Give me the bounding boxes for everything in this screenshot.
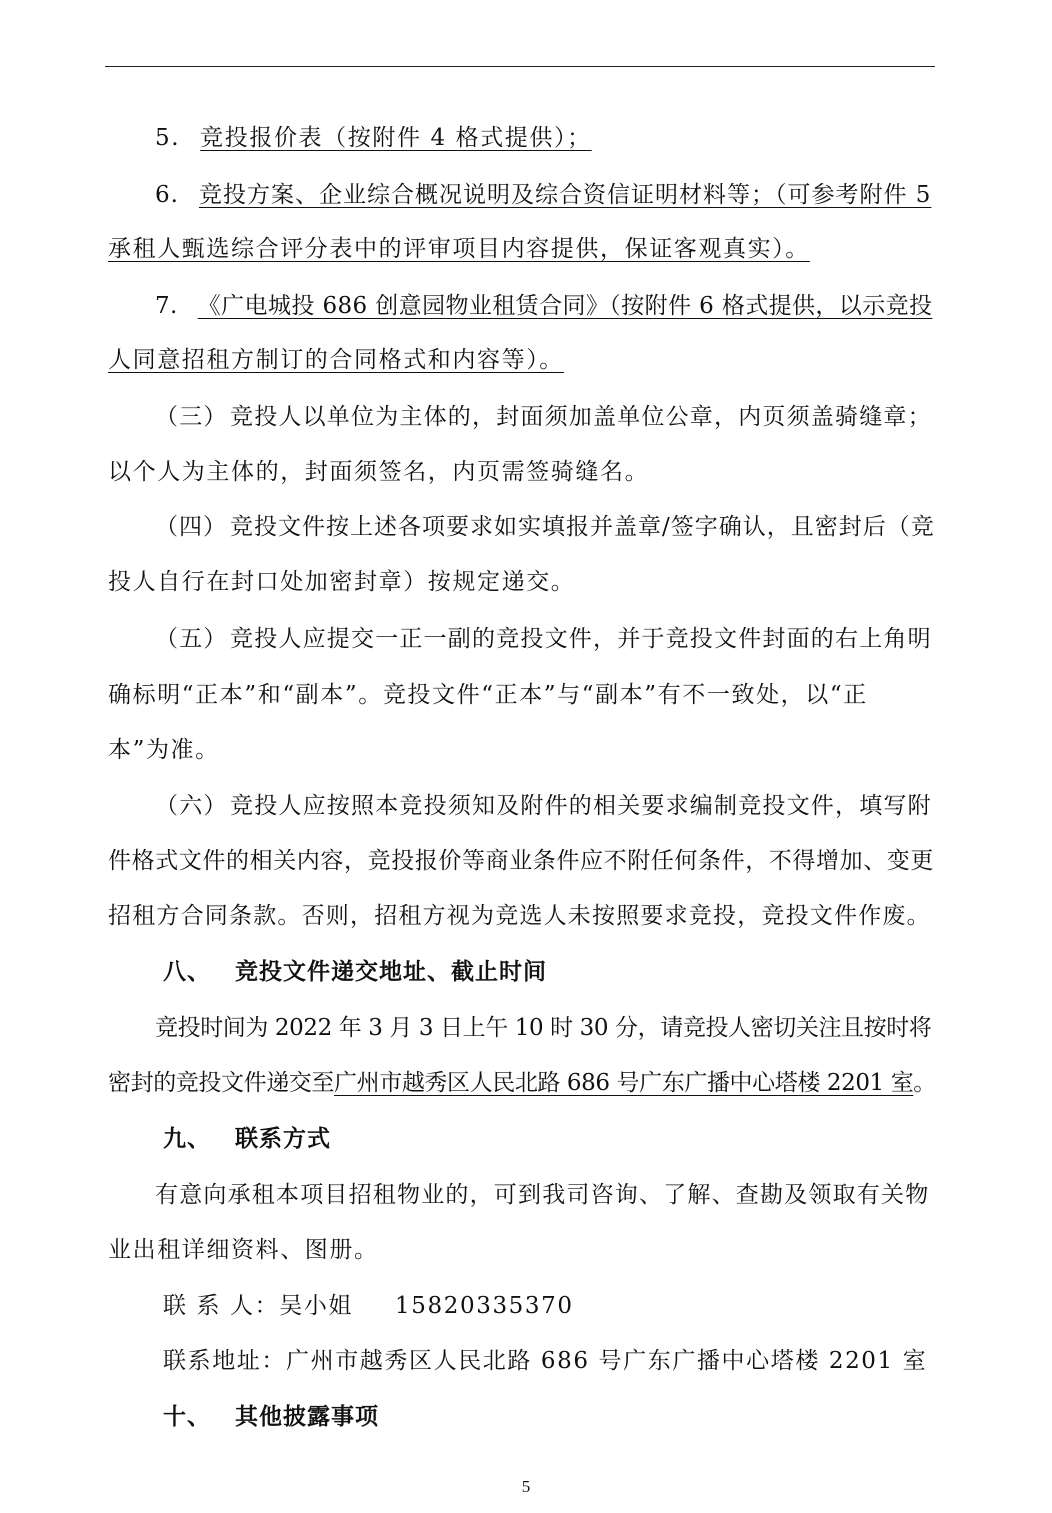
item-7-text-a: 《广电城投 686 创意园物业租赁合同》（按附件 6 格式提供，以示竞投 — [197, 293, 933, 319]
header-rule — [105, 66, 935, 67]
item-7-line-2 — [108, 345, 936, 375]
section-9-heading — [163, 1124, 331, 1154]
section-8-heading — [163, 957, 547, 987]
page-number: 5 — [521, 1477, 531, 1496]
item-6-line-1 — [155, 180, 935, 210]
para-5-label: （五） — [155, 626, 228, 652]
para-6-label: （六） — [155, 793, 228, 819]
contact-person-row — [163, 1291, 943, 1321]
section-8-prefix: 密封的竞投文件递交至 — [108, 1070, 335, 1096]
para-6-line-3: 招租方合同条款。否则，招租方视为竞选人未按照要求竞投，竞投文件作废。 — [108, 903, 931, 929]
para-3-line-2: 以个人为主体的，封面须签名，内页需签骑缝名。 — [108, 459, 650, 485]
section-8-title: 竞投文件递交地址、截止时间 — [235, 959, 547, 985]
para-3-line-1 — [155, 402, 935, 432]
section-9-number: 九、 — [163, 1126, 211, 1152]
para-6-line-1 — [155, 791, 935, 821]
item-6-text-b: 承租人甄选综合评分表中的评审项目内容提供，保证客观真实）。 — [108, 236, 810, 262]
contact-phone: 15820335370 — [395, 1293, 574, 1319]
section-8-line-2 — [108, 1068, 936, 1098]
para-5-line-3: 本”为准。 — [108, 737, 220, 763]
section-8-address: 广州市越秀区人民北路 686 号广东广播中心塔楼 2201 室 — [334, 1070, 914, 1096]
para-5-line-1 — [155, 624, 935, 654]
item-7-line-1 — [155, 291, 935, 321]
para-6-text-1: 竞投人应按照本竞投须知及附件的相关要求编制竞投文件，填写附 — [230, 793, 932, 819]
para-4-line-2: 投人自行在封口处加密封章）按规定递交。 — [108, 569, 576, 595]
para-6-line-2: 件格式文件的相关内容，竞投报价等商业条件应不附任何条件，不得增加、变更 — [108, 848, 934, 874]
item-6-number: 6. — [155, 182, 179, 208]
section-10-heading — [163, 1402, 379, 1432]
section-8-line-1: 竞投时间为 2022 年 3 月 3 日上午 10 时 30 分，请竞投人密切关注且按时将 — [155, 1015, 932, 1041]
contact-address-label: 联系地址： — [163, 1348, 286, 1374]
item-7-text-b: 人同意招租方制订的合同格式和内容等）。 — [108, 347, 564, 373]
item-7-number: 7. — [155, 293, 178, 319]
section-9-title: 联系方式 — [235, 1126, 331, 1152]
section-8-end: 。 — [913, 1070, 936, 1096]
para-4-line-1 — [155, 512, 935, 542]
para-4-text-1: 竞投文件按上述各项要求如实填报并盖章/签字确认，且密封后（竞 — [230, 514, 935, 540]
section-8-number: 八、 — [163, 959, 211, 985]
para-5-text-1: 竞投人应提交一正一副的竞投文件，并于竞投文件封面的右上角明 — [230, 626, 932, 652]
contact-person-name: 吴小姐 — [279, 1293, 354, 1319]
contact-address: 广州市越秀区人民北路 686 号广东广播中心塔楼 2201 室 — [286, 1348, 928, 1374]
para-3-label: （三） — [155, 404, 228, 430]
item-5-number: 5. — [155, 125, 181, 151]
item-5-text: 竞投报价表（按附件 4 格式提供）； — [200, 125, 592, 151]
para-3-text-1: 竞投人以单位为主体的，封面须加盖单位公章，内页须盖骑缝章； — [230, 404, 932, 430]
item-6-text-a: 竞投方案、企业综合概况说明及综合资信证明材料等；（可参考附件 5 — [198, 182, 932, 208]
section-9-line-1: 有意向承租本项目招租物业的，可到我司咨询、了解、查勘及领取有关物 — [155, 1182, 930, 1208]
section-10-title: 其他披露事项 — [235, 1404, 379, 1430]
section-10-number: 十、 — [163, 1404, 211, 1430]
para-4-label: （四） — [155, 514, 227, 540]
item-5 — [155, 123, 935, 153]
item-6-line-2 — [108, 234, 936, 264]
contact-address-row — [163, 1346, 943, 1376]
section-9-line-2: 业出租详细资料、图册。 — [108, 1237, 379, 1263]
para-5-line-2: 确标明“正本”和“副本”。竞投文件“正本”与“副本”有不一致处，以“正 — [108, 682, 868, 708]
contact-person-label: 联 系 人： — [163, 1293, 280, 1319]
